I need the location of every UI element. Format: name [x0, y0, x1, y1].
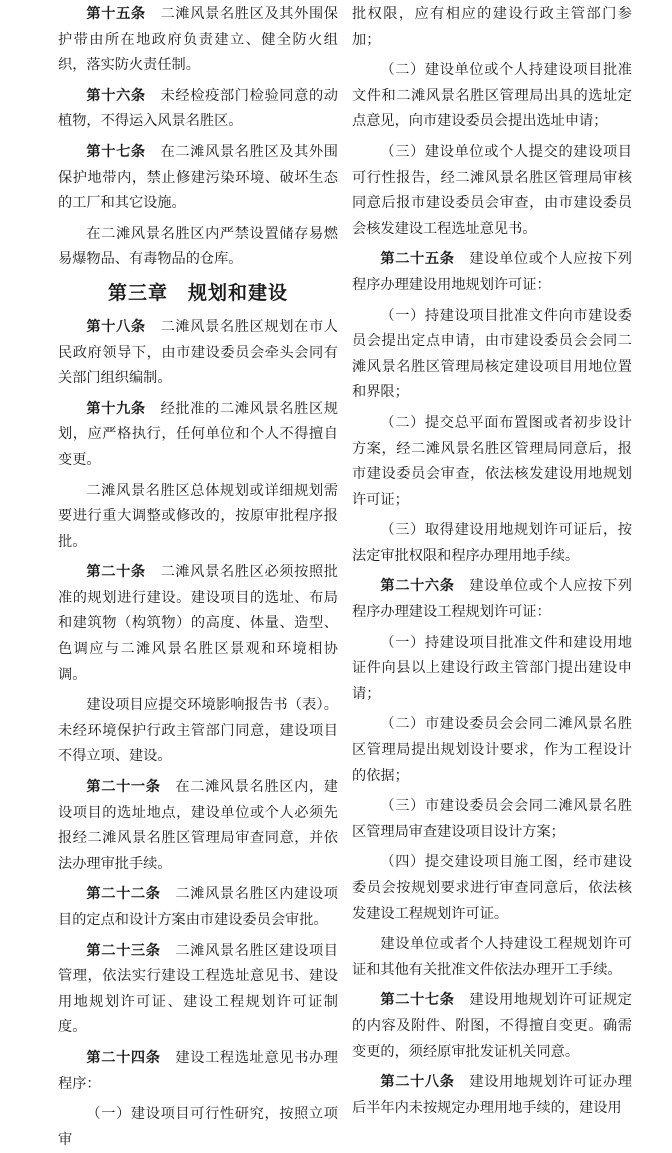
list-item: （一）持建设项目批准文件和建设用地证件向县以上建设行政主管部门提出建设申请；: [352, 634, 632, 702]
article-18: [58, 315, 338, 392]
list-item: （二）建设单位或个人持建设项目批准文件和二滩风景名胜区管理局出具的选址定点意见，向市建设委员会提出选址申请；: [352, 62, 632, 130]
article-title: 第十五条: [86, 6, 146, 22]
list-item: （三）取得建设用地规划许可证后，按法定审批权限和程序办理用地手续。: [352, 522, 632, 564]
paragraph: 二滩风景名胜区总体规划或详细规划需要进行重大调整或修改的，按原审批程序报批。: [58, 482, 338, 550]
article-27: [352, 988, 632, 1065]
article-text: 经批准的二滩风景名胜区规划，应严格执行，任何单位和个人不得擅自变更。: [58, 400, 338, 468]
list-item: （二）市建设委员会会同二滩风景名胜区管理局提出规划设计要求，作为工程设计的依据；: [352, 716, 632, 784]
paragraph: 建设项目应提交环境影响报告书（表）。未经环境保护行政主管部门同意，建设项目不得立项、建设。: [58, 697, 338, 765]
article-title: 第二十三条: [86, 942, 161, 959]
chapter-heading: [58, 277, 338, 309]
paragraph: 在二滩风景名胜区内严禁设置储存易燃易爆物品、有毒物品的仓库。: [58, 225, 338, 268]
article-text: 二滩风景名胜区规划在市人民政府领导下，由市建设委员会牵头会同有关部门组织编制。: [58, 318, 338, 387]
article-title: 第二十四条: [86, 1049, 161, 1066]
article-text: 建设用地规划许可证规定的内容及附件、附图，不得擅自变更。确需变更的，须经原审批发证机关同意。: [352, 992, 632, 1060]
article-text: 未经检疫部门检验同意的动植物，不得运入风景名胜区。: [58, 87, 338, 130]
article-title: 第二十七条: [380, 992, 455, 1009]
article-text: 建设工程选址意见书办理程序：: [58, 1049, 338, 1092]
article-title: 第二十八条: [380, 1074, 455, 1091]
article-17: [58, 140, 338, 217]
article-19: [58, 397, 338, 474]
article-title: 第十九条: [86, 400, 146, 417]
article-20: [58, 560, 338, 688]
list-item: （三）建设单位或个人提交的建设项目可行性报告，经二滩风景名胜区管理局审核同意后报市建设委员会审查，由市建设委员会核发建设工程选址意见书。: [352, 143, 632, 237]
right-column: [352, 2, 632, 1121]
article-title: 第二十一条: [86, 779, 161, 796]
article-text: 二滩风景名胜区内建设项目的定点和设计方案由市建设委员会审批。: [58, 886, 338, 928]
list-item: （一）建设项目可行性研究，按照立项审: [58, 1106, 338, 1148]
list-item: （三）市建设委员会会同二滩风景名胜区管理局审查建设项目设计方案；: [352, 798, 632, 840]
article-25: [352, 247, 632, 298]
list-item: （二）提交总平面布置图或者初步设计方案，经二滩风景名胜区管理局同意后，报市建设委员会审查，依法核发建设用地规划许可证；: [352, 414, 632, 508]
paragraph-continued: 批权限，应有相应的建设行政主管部门参加；: [352, 6, 632, 48]
article-24: [58, 1046, 338, 1097]
article-23: [58, 939, 338, 1041]
article-title: 第二十五条: [380, 251, 455, 268]
article-title: 第十六条: [86, 87, 146, 104]
article-text: 二滩风景名胜区必须按照批准的规划进行建设。建设项目的选址、布局和建筑物（构筑物）的高度、体量、造型、色调应与二滩风景名胜区景观和环境相协调。: [58, 564, 338, 683]
article-text: 二滩风景名胜区建设项目管理，依法实行建设工程选址意见书、建设用地规划许可证、建设工程规划许可证制度。: [58, 942, 338, 1036]
chapter-title: 规划和建设: [188, 281, 289, 304]
article-text: 建设用地规划许可证办理后半年内未按规定办理用地手续的，建设用: [352, 1074, 632, 1116]
article-21: [58, 775, 338, 877]
article-text: 在二滩风景名胜区内，建设项目的选址地点，建设单位或个人必须先报经二滩风景名胜区管理局审查同意，并依法办理审批手续。: [58, 779, 338, 872]
article-text: 在二滩风景名胜区及其外围保护地带内，禁止修建污染环境、破坏生态的工厂和其它设施。: [58, 143, 338, 212]
left-column: [58, 2, 338, 1153]
list-item: （四）提交建设项目施工图，经市建设委员会按规划要求进行审查同意后，依法核发建设工程规划许可证。: [352, 854, 632, 922]
article-title: 第十八条: [86, 318, 146, 335]
article-title: 第二十二条: [86, 886, 161, 903]
article-16: [58, 84, 338, 135]
article-26: [352, 574, 632, 625]
list-item: （一）持建设项目批准文件向市建设委员会提出定点申请，由市建设委员会会同二滩风景名胜区管理局核定建设项目用地位置和界限；: [352, 307, 632, 401]
article-28: [352, 1070, 632, 1121]
article-22: [58, 882, 338, 933]
article-text: 建设单位或个人应按下列程序办理建设用地规划许可证：: [352, 251, 632, 293]
article-text: 二滩风景名胜区及其外围保护带由所在地政府负责建立、健全防火组织，落实防火责任制。: [58, 6, 338, 74]
article-15: [58, 2, 338, 79]
article-title: 第二十条: [86, 564, 146, 581]
article-text: 建设单位或个人应按下列程序办理建设工程规划许可证：: [352, 578, 632, 621]
article-title: 第十七条: [86, 143, 146, 160]
article-title: 第二十六条: [380, 578, 455, 595]
paragraph: 建设单位或者个人持建设工程规划许可证和其他有关批准文件依法办理开工手续。: [352, 936, 632, 978]
chapter-number: 第三章: [107, 281, 168, 304]
